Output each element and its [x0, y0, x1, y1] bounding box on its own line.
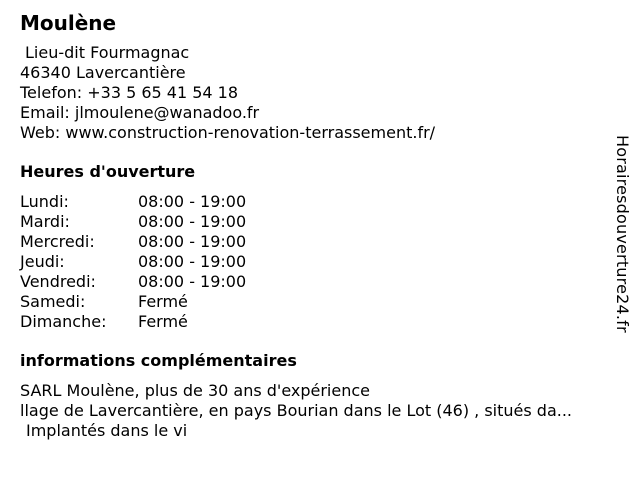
hours-time: 08:00 - 19:00 — [138, 232, 247, 251]
hours-day: Mardi: — [20, 212, 70, 231]
site-watermark: Horairesdouverture24.fr — [613, 135, 632, 333]
hours-row — [20, 292, 610, 312]
address-street: Lieu-dit Fourmagnac — [25, 43, 190, 62]
info-line: llage de Lavercantière, en pays Bourian dans le Lot (46) , situés da... — [20, 401, 573, 420]
info-line: SARL Moulène, plus de 30 ans d'expérience — [20, 381, 370, 400]
info-heading: informations complémentaires — [20, 351, 297, 370]
hours-time: Fermé — [138, 292, 188, 311]
hours-day: Samedi: — [20, 292, 86, 311]
hours-day: Jeudi: — [20, 252, 65, 271]
hours-heading: Heures d'ouverture — [20, 162, 196, 181]
business-name: Moulène — [20, 11, 117, 35]
hours-day: Lundi: — [20, 192, 69, 211]
hours-time: 08:00 - 19:00 — [138, 252, 247, 271]
business-listing — [20, 10, 610, 441]
hours-time: Fermé — [138, 312, 188, 331]
hours-day: Dimanche: — [20, 312, 107, 331]
hours-time: 08:00 - 19:00 — [138, 192, 247, 211]
hours-day: Vendredi: — [20, 272, 96, 291]
hours-row — [20, 212, 610, 232]
hours-time: 08:00 - 19:00 — [138, 272, 247, 291]
hours-day: Mercredi: — [20, 232, 95, 251]
info-text — [20, 381, 610, 441]
hours-row — [20, 272, 610, 292]
hours-time: 08:00 - 19:00 — [138, 212, 247, 231]
website-link[interactable]: Web: www.construction-renovation-terrassement.fr/ — [20, 123, 436, 142]
hours-row — [20, 312, 610, 332]
hours-row — [20, 252, 610, 272]
phone-number[interactable]: Telefon: +33 5 65 41 54 18 — [20, 83, 239, 102]
hours-table — [20, 192, 610, 332]
contact-block — [20, 43, 610, 143]
hours-row — [20, 232, 610, 252]
info-line: Implantés dans le vi — [26, 421, 188, 440]
hours-row — [20, 192, 610, 212]
email-address[interactable]: Email: jlmoulene@wanadoo.fr — [20, 103, 260, 122]
address-city: 46340 Lavercantière — [20, 63, 186, 82]
